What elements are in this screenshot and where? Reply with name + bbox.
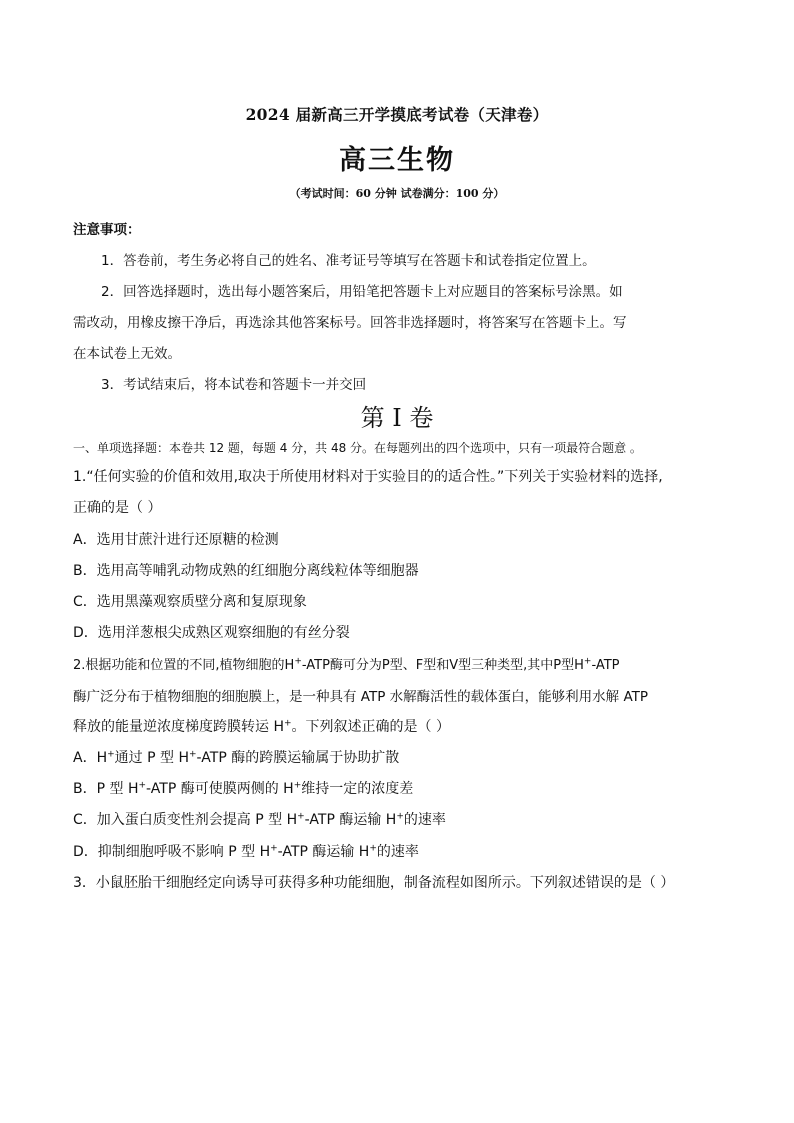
q2-stem-line-3: 释放的能量逆浓度梯度跨膜转运 H+。下列叙述正确的是（ ） (73, 718, 450, 735)
q2-option-d: D．抑制细胞呼吸不影响 P 型 H+-ATP 酶运输 H+的速率 (73, 843, 419, 860)
q2-option-c: C．加入蛋白质变性剂会提高 P 型 H+-ATP 酶运输 H+的速率 (73, 811, 446, 828)
notes-item-3: 3．考试结束后，将本试卷和答题卡一并交回 (101, 377, 367, 393)
notes-heading: 注意事项： (73, 222, 141, 238)
notes-item-2-line-1: 2．回答选择题时，选出每小题答案后，用铅笔把答题卡上对应题目的答案标号涂黑。如 (101, 284, 623, 300)
notes-item-2-line-3: 在本试卷上无效。 (73, 346, 181, 362)
q2-stem-line-1: 2.根据功能和位置的不同,植物细胞的H+-ATP酶可分为P型、F型和V型三种类型,其中P型H+-ATP (73, 656, 620, 673)
notes-item-1: 1．答卷前，考生务必将自己的姓名、准考证号等填写在答题卡和试卷指定位置上。 (101, 253, 596, 269)
q1-option-b: B．选用高等哺乳动物成熟的红细胞分离线粒体等细胞器 (73, 563, 419, 579)
q1-stem-line-2: 正确的是（ ） (73, 500, 162, 516)
q1-option-a: A．选用甘蔗汁进行还原糖的检测 (73, 532, 279, 548)
exam-title: 2024 届新高三开学摸底考试卷（天津卷） (245, 105, 549, 124)
q1-option-c: C．选用黑藻观察质壁分离和复原现象 (73, 594, 307, 610)
exam-time-note: （考试时间：60 分钟 试卷满分：100 分） (289, 187, 505, 200)
q1-option-d: D．选用洋葱根尖成熟区观察细胞的有丝分裂 (73, 625, 350, 641)
q2-option-a: A．H+通过 P 型 H+-ATP 酶的跨膜运输属于协助扩散 (73, 749, 400, 766)
subject-title: 高三生物 (339, 145, 455, 176)
q1-stem-line-1: 1.“任何实验的价值和效用,取决于所使用材料对于实验目的的适合性。”下列关于实验材料的选择, (73, 469, 663, 485)
section-title: 第 I 卷 (360, 404, 434, 432)
notes-item-2-line-2: 需改动，用橡皮擦干净后，再选涂其他答案标号。回答非选择题时，将答案写在答题卡上。写 (73, 315, 627, 331)
q2-stem-line-2: 酶广泛分布于植物细胞的细胞膜上，是一种具有 ATP 水解酶活性的载体蛋白，能够利用水解 ATP (73, 689, 649, 705)
q3-stem: 3．小鼠胚胎干细胞经定向诱导可获得多种功能细胞，制备流程如图所示。下列叙述错误的是（ ） (73, 875, 675, 891)
q2-option-b: B．P 型 H+-ATP 酶可使膜两侧的 H+维持一定的浓度差 (73, 780, 414, 797)
section-instruction: 一、单项选择题：本卷共 12 题，每题 4 分，共 48 分。在每题列出的四个选项中，只有一项最符合题意 。 (73, 441, 642, 455)
